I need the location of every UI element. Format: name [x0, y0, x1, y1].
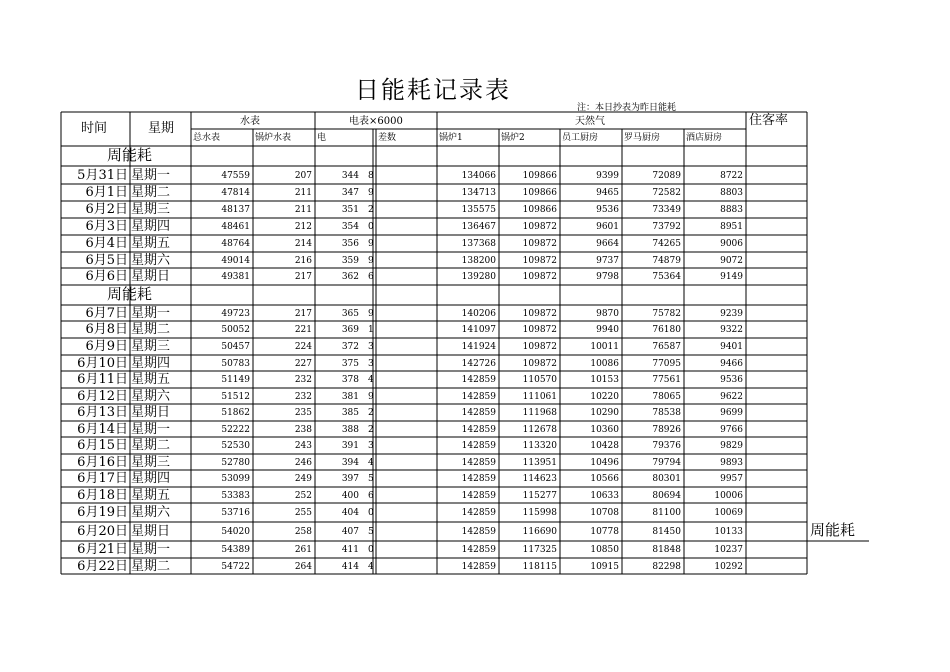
cell-b2: 109872	[522, 239, 557, 249]
cell-boiler_water: 207	[294, 170, 312, 181]
cell-boiler_water: 221	[294, 325, 312, 335]
cell-total_water: 51149	[221, 375, 250, 385]
cell-diff: 2	[368, 408, 374, 418]
cell-roma: 81848	[652, 545, 681, 555]
cell-elec: 407	[341, 527, 359, 537]
cell-total_water: 52780	[221, 457, 250, 468]
subheader-6: 员工厨房	[562, 133, 599, 143]
row-date: 6月17日	[77, 471, 128, 486]
cell-total_water: 48764	[221, 239, 250, 249]
header-weekday: 星期	[148, 121, 175, 136]
cell-total_water: 47559	[221, 170, 250, 181]
cell-b1: 142859	[461, 441, 496, 451]
weekly-total-label: 周能耗	[107, 285, 153, 303]
cell-hotel: 10006	[714, 490, 743, 501]
cell-elec: 362	[341, 272, 359, 282]
cell-roma: 73349	[652, 205, 681, 215]
cell-staff: 10708	[590, 508, 619, 518]
cell-b1: 141097	[461, 325, 496, 335]
cell-diff: 3	[368, 342, 374, 352]
cell-hotel: 9149	[720, 272, 743, 282]
cell-boiler_water: 232	[294, 391, 312, 402]
cell-diff: 4	[368, 561, 374, 572]
cell-hotel: 9006	[720, 239, 743, 249]
cell-total_water: 48461	[221, 222, 250, 232]
cell-hotel: 8883	[720, 205, 743, 215]
cell-boiler_water: 249	[294, 474, 312, 484]
cell-boiler_water: 261	[294, 545, 312, 555]
cell-b2: 109872	[522, 342, 557, 352]
cell-b2: 111061	[522, 391, 557, 402]
cell-total_water: 54722	[221, 561, 250, 572]
cell-roma: 79794	[652, 457, 681, 468]
cell-roma: 76587	[652, 342, 681, 352]
cell-b1: 142859	[461, 561, 496, 572]
cell-total_water: 50457	[221, 342, 250, 352]
cell-roma: 75364	[652, 272, 681, 282]
subheader-7: 罗马厨房	[624, 133, 661, 143]
row-weekday: 星期三	[131, 339, 171, 354]
row-date: 6月4日	[85, 236, 128, 251]
cell-hotel: 9622	[720, 391, 743, 402]
cell-elec: 372	[341, 342, 359, 352]
cell-hotel: 9239	[720, 308, 743, 319]
cell-boiler_water: 252	[294, 490, 312, 501]
side-weekly-label: 周能耗	[810, 521, 856, 539]
cell-b1: 134713	[461, 188, 496, 198]
cell-elec: 394	[341, 457, 359, 468]
cell-total_water: 49014	[221, 255, 250, 266]
cell-total_water: 54389	[221, 545, 250, 555]
cell-boiler_water: 246	[294, 457, 312, 468]
cell-b1: 135575	[461, 205, 496, 215]
row-weekday: 星期三	[131, 202, 171, 217]
subheader-0: 总水表	[193, 133, 221, 143]
cell-hotel: 9699	[720, 408, 743, 418]
cell-staff: 9399	[596, 170, 619, 181]
row-weekday: 星期二	[131, 558, 171, 574]
row-weekday: 星期一	[131, 167, 171, 183]
row-weekday: 星期日	[131, 405, 171, 420]
row-weekday: 星期六	[131, 505, 171, 520]
row-weekday: 星期二	[131, 438, 171, 453]
cell-b2: 115277	[522, 490, 557, 501]
cell-roma: 73792	[652, 222, 681, 232]
cell-hotel: 9072	[720, 255, 743, 266]
row-date: 6月15日	[77, 438, 128, 453]
row-weekday: 星期四	[131, 355, 171, 371]
note-text: 注：本日抄表为昨日能耗	[577, 103, 677, 113]
subheader-4: 锅炉1	[439, 133, 463, 143]
cell-diff: 2	[368, 424, 374, 435]
cell-total_water: 54020	[221, 527, 250, 537]
cell-diff: 5	[368, 474, 374, 484]
cell-boiler_water: 224	[294, 342, 312, 352]
row-weekday: 星期三	[131, 454, 171, 470]
cell-roma: 74879	[652, 255, 681, 266]
weekly-total-label: 周能耗	[107, 146, 153, 164]
cell-b2: 109872	[522, 358, 557, 369]
header-electric: 电表×6000	[349, 116, 403, 127]
cell-roma: 74265	[652, 239, 681, 249]
row-date: 6月13日	[77, 405, 128, 420]
cell-b2: 115998	[522, 508, 557, 518]
row-weekday: 星期一	[131, 421, 171, 437]
cell-elec: 400	[341, 490, 359, 501]
cell-boiler_water: 258	[294, 527, 312, 537]
cell-staff: 10633	[590, 490, 619, 501]
subheader-5: 锅炉2	[501, 133, 525, 143]
cell-b1: 134066	[461, 170, 496, 181]
cell-b2: 116690	[522, 527, 557, 537]
cell-staff: 9940	[596, 325, 619, 335]
cell-b2: 109872	[522, 255, 557, 266]
row-date: 5月31日	[77, 167, 128, 183]
subheader-1: 锅炉水表	[255, 133, 292, 143]
row-date: 6月12日	[77, 388, 128, 404]
cell-b1: 142859	[461, 527, 496, 537]
row-date: 6月3日	[85, 219, 128, 234]
cell-roma: 81450	[652, 527, 681, 537]
row-weekday: 星期二	[131, 185, 171, 200]
cell-total_water: 49723	[221, 308, 250, 319]
cell-b2: 109872	[522, 325, 557, 335]
cell-staff: 10496	[590, 457, 619, 468]
row-date: 6月22日	[77, 558, 128, 574]
cell-boiler_water: 216	[294, 255, 312, 266]
cell-diff: 5	[368, 527, 374, 537]
subheader-3: 差数	[378, 133, 397, 143]
cell-elec: 391	[341, 441, 359, 451]
cell-b1: 140206	[461, 308, 496, 319]
cell-elec: 351	[341, 205, 359, 215]
cell-hotel: 9766	[720, 424, 743, 435]
cell-staff: 10220	[590, 391, 619, 402]
cell-hotel: 9466	[720, 358, 743, 369]
cell-diff: 8	[368, 170, 374, 181]
row-date: 6月1日	[85, 185, 128, 200]
row-date: 6月16日	[77, 454, 128, 470]
cell-roma: 77561	[652, 375, 681, 385]
cell-total_water: 52222	[221, 424, 250, 435]
cell-staff: 10566	[590, 474, 619, 484]
cell-diff: 9	[368, 308, 374, 319]
cell-b2: 109866	[522, 170, 557, 181]
cell-boiler_water: 232	[294, 375, 312, 385]
cell-staff: 9465	[596, 188, 619, 198]
cell-elec: 404	[341, 508, 359, 518]
cell-total_water: 50783	[221, 358, 250, 369]
cell-elec: 397	[341, 474, 359, 484]
header-time: 时间	[81, 121, 108, 136]
cell-b1: 138200	[461, 255, 496, 266]
cell-staff: 10153	[590, 375, 619, 385]
cell-hotel: 10133	[714, 527, 743, 537]
cell-boiler_water: 217	[294, 272, 312, 282]
row-weekday: 星期六	[131, 252, 171, 268]
row-date: 6月20日	[77, 524, 128, 539]
cell-b1: 142859	[461, 474, 496, 484]
cell-elec: 385	[341, 408, 359, 418]
cell-hotel: 10292	[714, 561, 743, 572]
cell-hotel: 8722	[720, 170, 743, 181]
cell-diff: 0	[368, 222, 374, 232]
cell-boiler_water: 212	[294, 222, 312, 232]
cell-total_water: 47814	[221, 188, 250, 198]
cell-diff: 0	[368, 545, 374, 555]
cell-total_water: 49381	[221, 272, 250, 282]
cell-staff: 10011	[590, 342, 619, 352]
row-date: 6月9日	[85, 339, 128, 354]
cell-diff: 4	[368, 375, 374, 385]
cell-b2: 109866	[522, 205, 557, 215]
row-weekday: 星期一	[131, 542, 171, 557]
cell-b1: 137368	[461, 239, 496, 249]
cell-boiler_water: 227	[294, 358, 312, 369]
cell-roma: 77095	[652, 358, 681, 369]
cell-diff: 9	[368, 188, 374, 198]
cell-total_water: 53099	[221, 474, 250, 484]
row-weekday: 星期五	[131, 236, 171, 251]
cell-b2: 109872	[522, 222, 557, 232]
cell-total_water: 52530	[221, 441, 250, 451]
row-date: 6月6日	[85, 269, 128, 284]
cell-hotel: 9401	[720, 342, 743, 352]
cell-roma: 72089	[652, 170, 681, 181]
cell-boiler_water: 217	[294, 308, 312, 319]
row-date: 6月19日	[77, 505, 128, 520]
row-date: 6月7日	[85, 305, 128, 321]
cell-b2: 111968	[522, 408, 557, 418]
cell-elec: 375	[341, 358, 359, 369]
cell-elec: 365	[341, 308, 359, 319]
cell-roma: 78538	[652, 408, 681, 418]
cell-b2: 109872	[522, 272, 557, 282]
cell-elec: 388	[341, 424, 359, 435]
cell-total_water: 48137	[221, 205, 250, 215]
row-date: 6月18日	[77, 487, 128, 503]
cell-staff: 10086	[590, 358, 619, 369]
cell-b1: 142859	[461, 490, 496, 501]
cell-hotel: 9322	[720, 325, 743, 335]
row-date: 6月8日	[85, 322, 128, 337]
row-weekday: 星期二	[131, 322, 171, 337]
cell-hotel: 10069	[714, 508, 743, 518]
cell-b1: 142859	[461, 391, 496, 402]
cell-roma: 82298	[652, 561, 681, 572]
cell-staff: 10428	[590, 441, 619, 451]
cell-b2: 118115	[522, 561, 557, 572]
header-occupancy: 住客率	[749, 113, 789, 128]
cell-elec: 378	[341, 375, 359, 385]
cell-boiler_water: 235	[294, 408, 312, 418]
cell-b1: 142859	[461, 457, 496, 468]
cell-roma: 78926	[652, 424, 681, 435]
cell-elec: 414	[341, 561, 359, 572]
cell-staff: 10290	[590, 408, 619, 418]
cell-hotel: 9536	[720, 375, 743, 385]
cell-diff: 1	[368, 325, 374, 335]
cell-b2: 109866	[522, 188, 557, 198]
cell-total_water: 53383	[221, 490, 250, 501]
subheader-2: 电	[317, 133, 327, 143]
cell-b1: 142859	[461, 375, 496, 385]
cell-diff: 9	[368, 239, 374, 249]
cell-elec: 359	[341, 255, 359, 266]
cell-b1: 142859	[461, 508, 496, 518]
cell-staff: 9737	[596, 255, 619, 266]
cell-elec: 356	[341, 239, 359, 249]
header-water: 水表	[240, 116, 260, 127]
cell-hotel: 9829	[720, 441, 743, 451]
cell-hotel: 9893	[720, 457, 743, 468]
cell-diff: 9	[368, 255, 374, 266]
cell-b2: 113951	[522, 457, 557, 468]
cell-roma: 80694	[652, 490, 681, 501]
cell-roma: 75782	[652, 308, 681, 319]
cell-total_water: 53716	[221, 508, 250, 518]
cell-hotel: 10237	[714, 545, 743, 555]
cell-boiler_water: 255	[294, 508, 312, 518]
cell-staff: 10778	[590, 527, 619, 537]
cell-b1: 142726	[461, 358, 496, 369]
cell-staff: 9601	[596, 222, 619, 232]
cell-elec: 369	[341, 325, 359, 335]
cell-b2: 117325	[522, 545, 557, 555]
cell-elec: 411	[341, 545, 359, 555]
cell-b2: 110570	[522, 375, 557, 385]
header-gas: 天然气	[575, 116, 605, 127]
cell-roma: 79376	[652, 441, 681, 451]
subheader-8: 酒店厨房	[686, 133, 723, 143]
row-weekday: 星期五	[131, 372, 171, 387]
cell-roma: 76180	[652, 325, 681, 335]
cell-roma: 72582	[652, 188, 681, 198]
cell-staff: 10915	[590, 561, 619, 572]
cell-elec: 347	[341, 188, 359, 198]
cell-boiler_water: 243	[294, 441, 312, 451]
cell-b2: 109872	[522, 308, 557, 319]
cell-total_water: 51862	[221, 408, 250, 418]
cell-boiler_water: 238	[294, 424, 312, 435]
cell-b2: 114623	[522, 474, 557, 484]
row-weekday: 星期日	[131, 524, 171, 539]
cell-roma: 81100	[652, 508, 681, 518]
cell-elec: 381	[341, 391, 359, 402]
cell-staff: 9536	[596, 205, 619, 215]
row-weekday: 星期一	[131, 305, 171, 321]
cell-roma: 78065	[652, 391, 681, 402]
cell-b1: 136467	[461, 222, 496, 232]
cell-diff: 2	[368, 205, 374, 215]
cell-b1: 142859	[461, 424, 496, 435]
cell-boiler_water: 264	[294, 561, 312, 572]
cell-b2: 113320	[522, 441, 557, 451]
cell-hotel: 9957	[720, 474, 743, 484]
cell-elec: 354	[341, 222, 359, 232]
row-date: 6月10日	[77, 355, 128, 371]
cell-b1: 139280	[461, 272, 496, 282]
row-date: 6月11日	[77, 372, 128, 387]
cell-diff: 0	[368, 508, 374, 518]
cell-total_water: 51512	[221, 391, 250, 402]
cell-hotel: 8951	[720, 222, 743, 232]
cell-staff: 9798	[596, 272, 619, 282]
page-title: 日能耗记录表	[355, 76, 511, 104]
row-weekday: 星期四	[131, 471, 171, 486]
cell-hotel: 8803	[720, 188, 743, 198]
cell-staff: 9870	[596, 308, 619, 319]
cell-diff: 6	[368, 272, 374, 282]
cell-b1: 142859	[461, 408, 496, 418]
cell-diff: 3	[368, 358, 374, 369]
row-weekday: 星期四	[131, 219, 171, 234]
row-date: 6月2日	[85, 202, 128, 217]
cell-staff: 10850	[590, 545, 619, 555]
row-date: 6月14日	[77, 421, 128, 437]
cell-total_water: 50052	[221, 325, 250, 335]
cell-b1: 141924	[461, 342, 496, 352]
row-date: 6月5日	[85, 252, 128, 268]
cell-roma: 80301	[652, 474, 681, 484]
row-weekday: 星期日	[131, 269, 171, 284]
cell-diff: 4	[368, 457, 374, 468]
cell-diff: 3	[368, 441, 374, 451]
cell-diff: 6	[368, 490, 374, 501]
cell-boiler_water: 211	[294, 188, 312, 198]
row-weekday: 星期五	[131, 487, 171, 503]
row-weekday: 星期六	[131, 388, 171, 404]
cell-staff: 10360	[590, 424, 619, 435]
cell-boiler_water: 214	[294, 239, 312, 249]
row-date: 6月21日	[77, 542, 128, 557]
cell-diff: 9	[368, 391, 374, 402]
cell-boiler_water: 211	[294, 205, 312, 215]
cell-b2: 112678	[522, 424, 557, 435]
cell-elec: 344	[341, 170, 359, 181]
cell-staff: 9664	[596, 239, 619, 249]
cell-b1: 142859	[461, 545, 496, 555]
